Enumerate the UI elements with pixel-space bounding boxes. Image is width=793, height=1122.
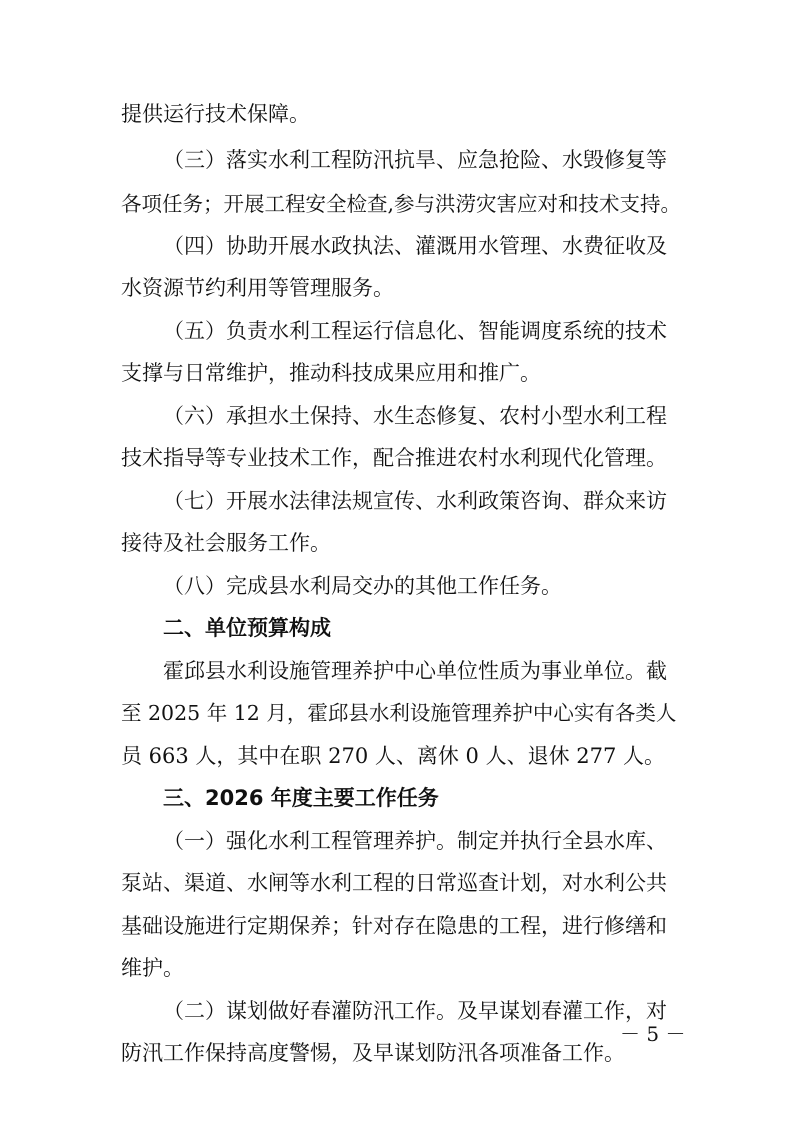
text: 至 2025 年 12 月，霍邱县水利设施管理养护中心实有各类人 bbox=[121, 701, 677, 725]
body-line bbox=[0, 438, 793, 478]
text: （三）落实水利工程防汛抗旱、应急抢险、水毁修复等 bbox=[163, 148, 667, 172]
section-heading bbox=[0, 778, 793, 818]
body-line bbox=[0, 353, 793, 393]
body-line bbox=[0, 821, 793, 861]
text: 员 663 人，其中在职 270 人、离休 0 人、退休 277 人。 bbox=[121, 744, 666, 768]
text: （八）完成县水利局交办的其他工作任务。 bbox=[163, 574, 562, 598]
body-line bbox=[0, 94, 793, 134]
body-line bbox=[0, 523, 793, 563]
text: （七）开展水法律法规宣传、水利政策咨询、群众来访 bbox=[163, 489, 667, 513]
body-line bbox=[0, 736, 793, 776]
body-line bbox=[0, 226, 793, 266]
text: 二、单位预算构成 bbox=[163, 616, 331, 640]
body-line bbox=[0, 693, 793, 733]
text: 防汛工作保持高度警惕，及早谋划防汛各项准备工作。 bbox=[121, 1041, 625, 1065]
text: 支撑与日常维护，推动科技成果应用和推广。 bbox=[121, 361, 541, 385]
text: （一）强化水利工程管理养护。制定并执行全县水库、 bbox=[163, 829, 667, 853]
body-line bbox=[0, 863, 793, 903]
text: 各项任务；开展工程安全检查,参与洪涝灾害应对和技术支持。 bbox=[121, 192, 682, 216]
text: 维护。 bbox=[121, 956, 184, 980]
text: 三、2026 年度主要工作任务 bbox=[163, 786, 439, 810]
body-line bbox=[0, 481, 793, 521]
text: （五）负责水利工程运行信息化、智能调度系统的技术 bbox=[163, 319, 667, 343]
text: 技术指导等专业技术工作，配合推进农村水利现代化管理。 bbox=[121, 446, 667, 470]
text: （二）谋划做好春灌防汛工作。及早谋划春灌工作，对 bbox=[163, 999, 667, 1023]
body-line bbox=[0, 651, 793, 691]
text: 接待及社会服务工作。 bbox=[121, 531, 331, 555]
text: 基础设施进行定期保养；针对存在隐患的工程，进行修缮和 bbox=[121, 914, 667, 938]
text: 提供运行技术保障。 bbox=[121, 102, 310, 126]
body-line bbox=[0, 906, 793, 946]
text: 泵站、渠道、水闸等水利工程的日常巡查计划，对水利公共 bbox=[121, 871, 667, 895]
body-line bbox=[0, 140, 793, 180]
body-line bbox=[0, 311, 793, 351]
page-number: － 5 － bbox=[620, 1022, 686, 1046]
text: （四）协助开展水政执法、灌溉用水管理、水费征收及 bbox=[163, 234, 667, 258]
body-line bbox=[0, 948, 793, 988]
text: 霍邱县水利设施管理养护中心单位性质为事业单位。截 bbox=[163, 659, 667, 683]
section-heading bbox=[0, 608, 793, 648]
body-line bbox=[0, 184, 793, 224]
text: （六）承担水土保持、水生态修复、农村小型水利工程 bbox=[163, 404, 667, 428]
body-line bbox=[0, 268, 793, 308]
body-line bbox=[0, 396, 793, 436]
text: 水资源节约利用等管理服务。 bbox=[121, 276, 394, 300]
body-line bbox=[0, 566, 793, 606]
